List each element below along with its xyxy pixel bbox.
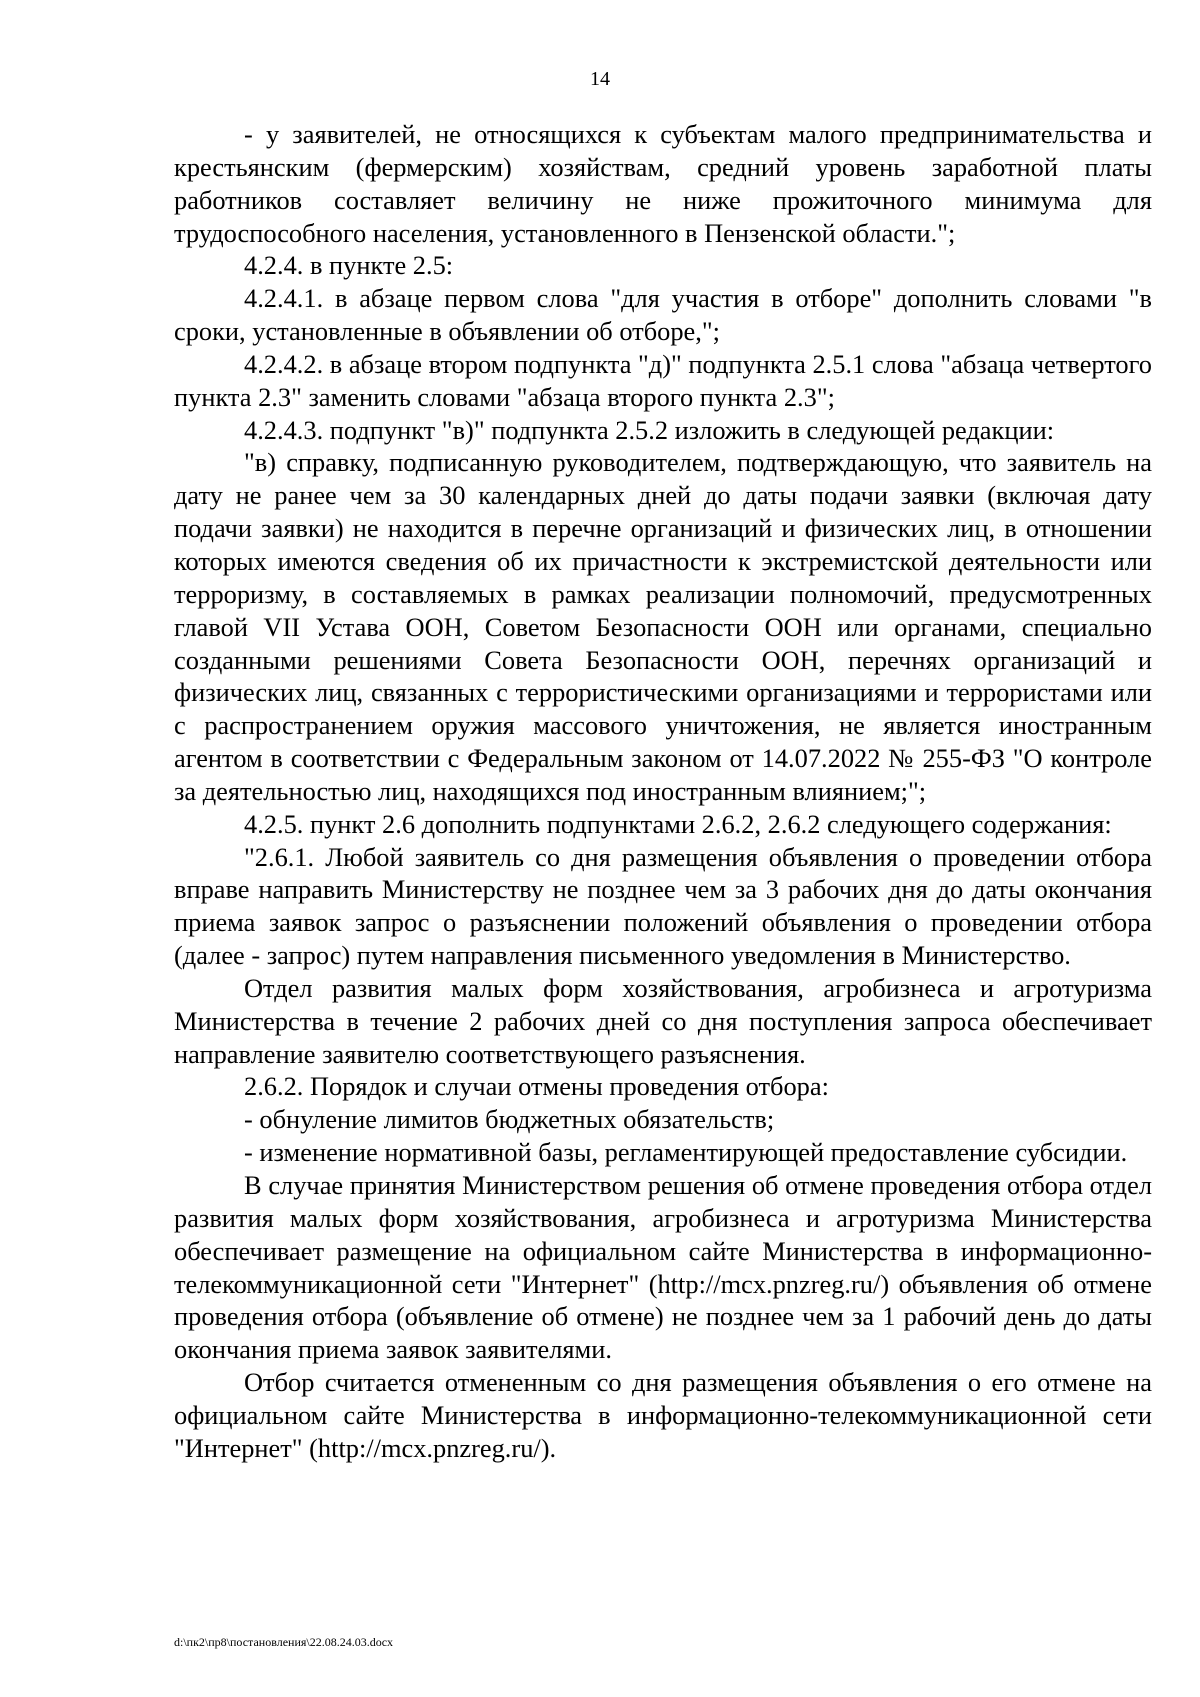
footer-file-path: d:\пк2\пр8\постановления\22.08.24.03.docx: [174, 1635, 394, 1649]
paragraph-cancellation-effective: Отбор считается отмененным со дня размещения объявления о его отмене на официальном сайте Министерства в информационно-телекоммуникационной сети "Интернет" (http://mcx.pnzreg.ru/).: [174, 1367, 1152, 1463]
paragraph-4-2-5: 4.2.5. пункт 2.6 дополнить подпунктами 2.6.2, 2.6.2 следующего содержания:: [244, 808, 1112, 839]
paragraph-department-clarification: Отдел развития малых форм хозяйствования, агробизнеса и агротуризма Министерства в течение 2 рабочих дней со дня поступления запроса обеспечивает направление заявителю соответствующего разъяснения.: [174, 972, 1152, 1069]
paragraph-regulatory-change: - изменение нормативной базы, регламентирующей предоставление субсидии.: [244, 1137, 1128, 1168]
page-number: 14: [590, 68, 610, 90]
paragraph-budget-limits: - обнуление лимитов бюджетных обязательств;: [244, 1104, 775, 1135]
paragraph-4-2-4-1: 4.2.4.1. в абзаце первом слова "для участия в отборе" дополнить словами "в сроки, установленные в объявлении об отборе,";: [174, 283, 1152, 347]
paragraph-2-6-1: "2.6.1. Любой заявитель со дня размещения объявления о проведении отбора вправе направить Министерству не позднее чем за 3 рабочих дня до даты окончания приема заявок запрос о разъяснении положений объявления о проведении отбора (далее - запрос) путем направления письменного уведомления в Министерство.: [174, 841, 1152, 971]
paragraph-subjects-wage: - у заявителей, не относящихся к субъектам малого предпринимательства и крестьянским (фермерским) хозяйствам, средний уровень заработной платы работников составляет величину не ниже прожиточного минимума для трудоспособного населения, установленного в Пензенской области.";: [174, 119, 1152, 248]
document-body: [174, 118, 1152, 1465]
paragraph-subitem-v: "в) справку, подписанную руководителем, подтверждающую, что заявитель на дату не ранее чем за 30 календарных дней до даты подачи заявки (включая дату подачи заявки) не находится в перечне организаций и физических лиц, в отношении которых имеются сведения об их причастности к экстремистской деятельности или терроризму, в составляемых в рамках реализации полномочий, предусмотренных главой VII Устава ООН, Советом Безопасности ООН или органами, специально созданными решениями Совета Безопасности ООН, перечнях организаций и физических лиц, связанных с террористическими организациями и террористами или с распространением оружия массового уничтожения, не является иностранным агентом в соответствии с Федеральным законом от 14.07.2022 № 255-ФЗ "О контроле за деятельностью лиц, находящихся под иностранным влиянием;";: [174, 447, 1152, 806]
paragraph-4-2-4-3: 4.2.4.3. подпункт "в)" подпункта 2.5.2 изложить в следующей редакции:: [244, 414, 1055, 445]
paragraph-4-2-4-2: 4.2.4.2. в абзаце втором подпункта "д)" подпункта 2.5.1 слова "абзаца четвертого пункта 2.3" заменить словами "абзаца второго пункта 2.3";: [174, 348, 1152, 412]
paragraph-cancellation-decision: В случае принятия Министерством решения об отмене проведения отбора отдел развития малых форм хозяйствования, агробизнеса и агротуризма Министерства обеспечивает размещение на официальном сайте Министерства в информационно-телекоммуникационной сети "Интернет" (http://mcx.pnzreg.ru/) объявления об отмене проведения отбора (объявление об отмене) не позднее чем за 1 рабочий день до даты окончания приема заявок заявителями.: [174, 1170, 1152, 1365]
paragraph-2-6-2: 2.6.2. Порядок и случаи отмены проведения отбора:: [244, 1071, 829, 1102]
paragraph-4-2-4: 4.2.4. в пункте 2.5:: [244, 250, 454, 281]
